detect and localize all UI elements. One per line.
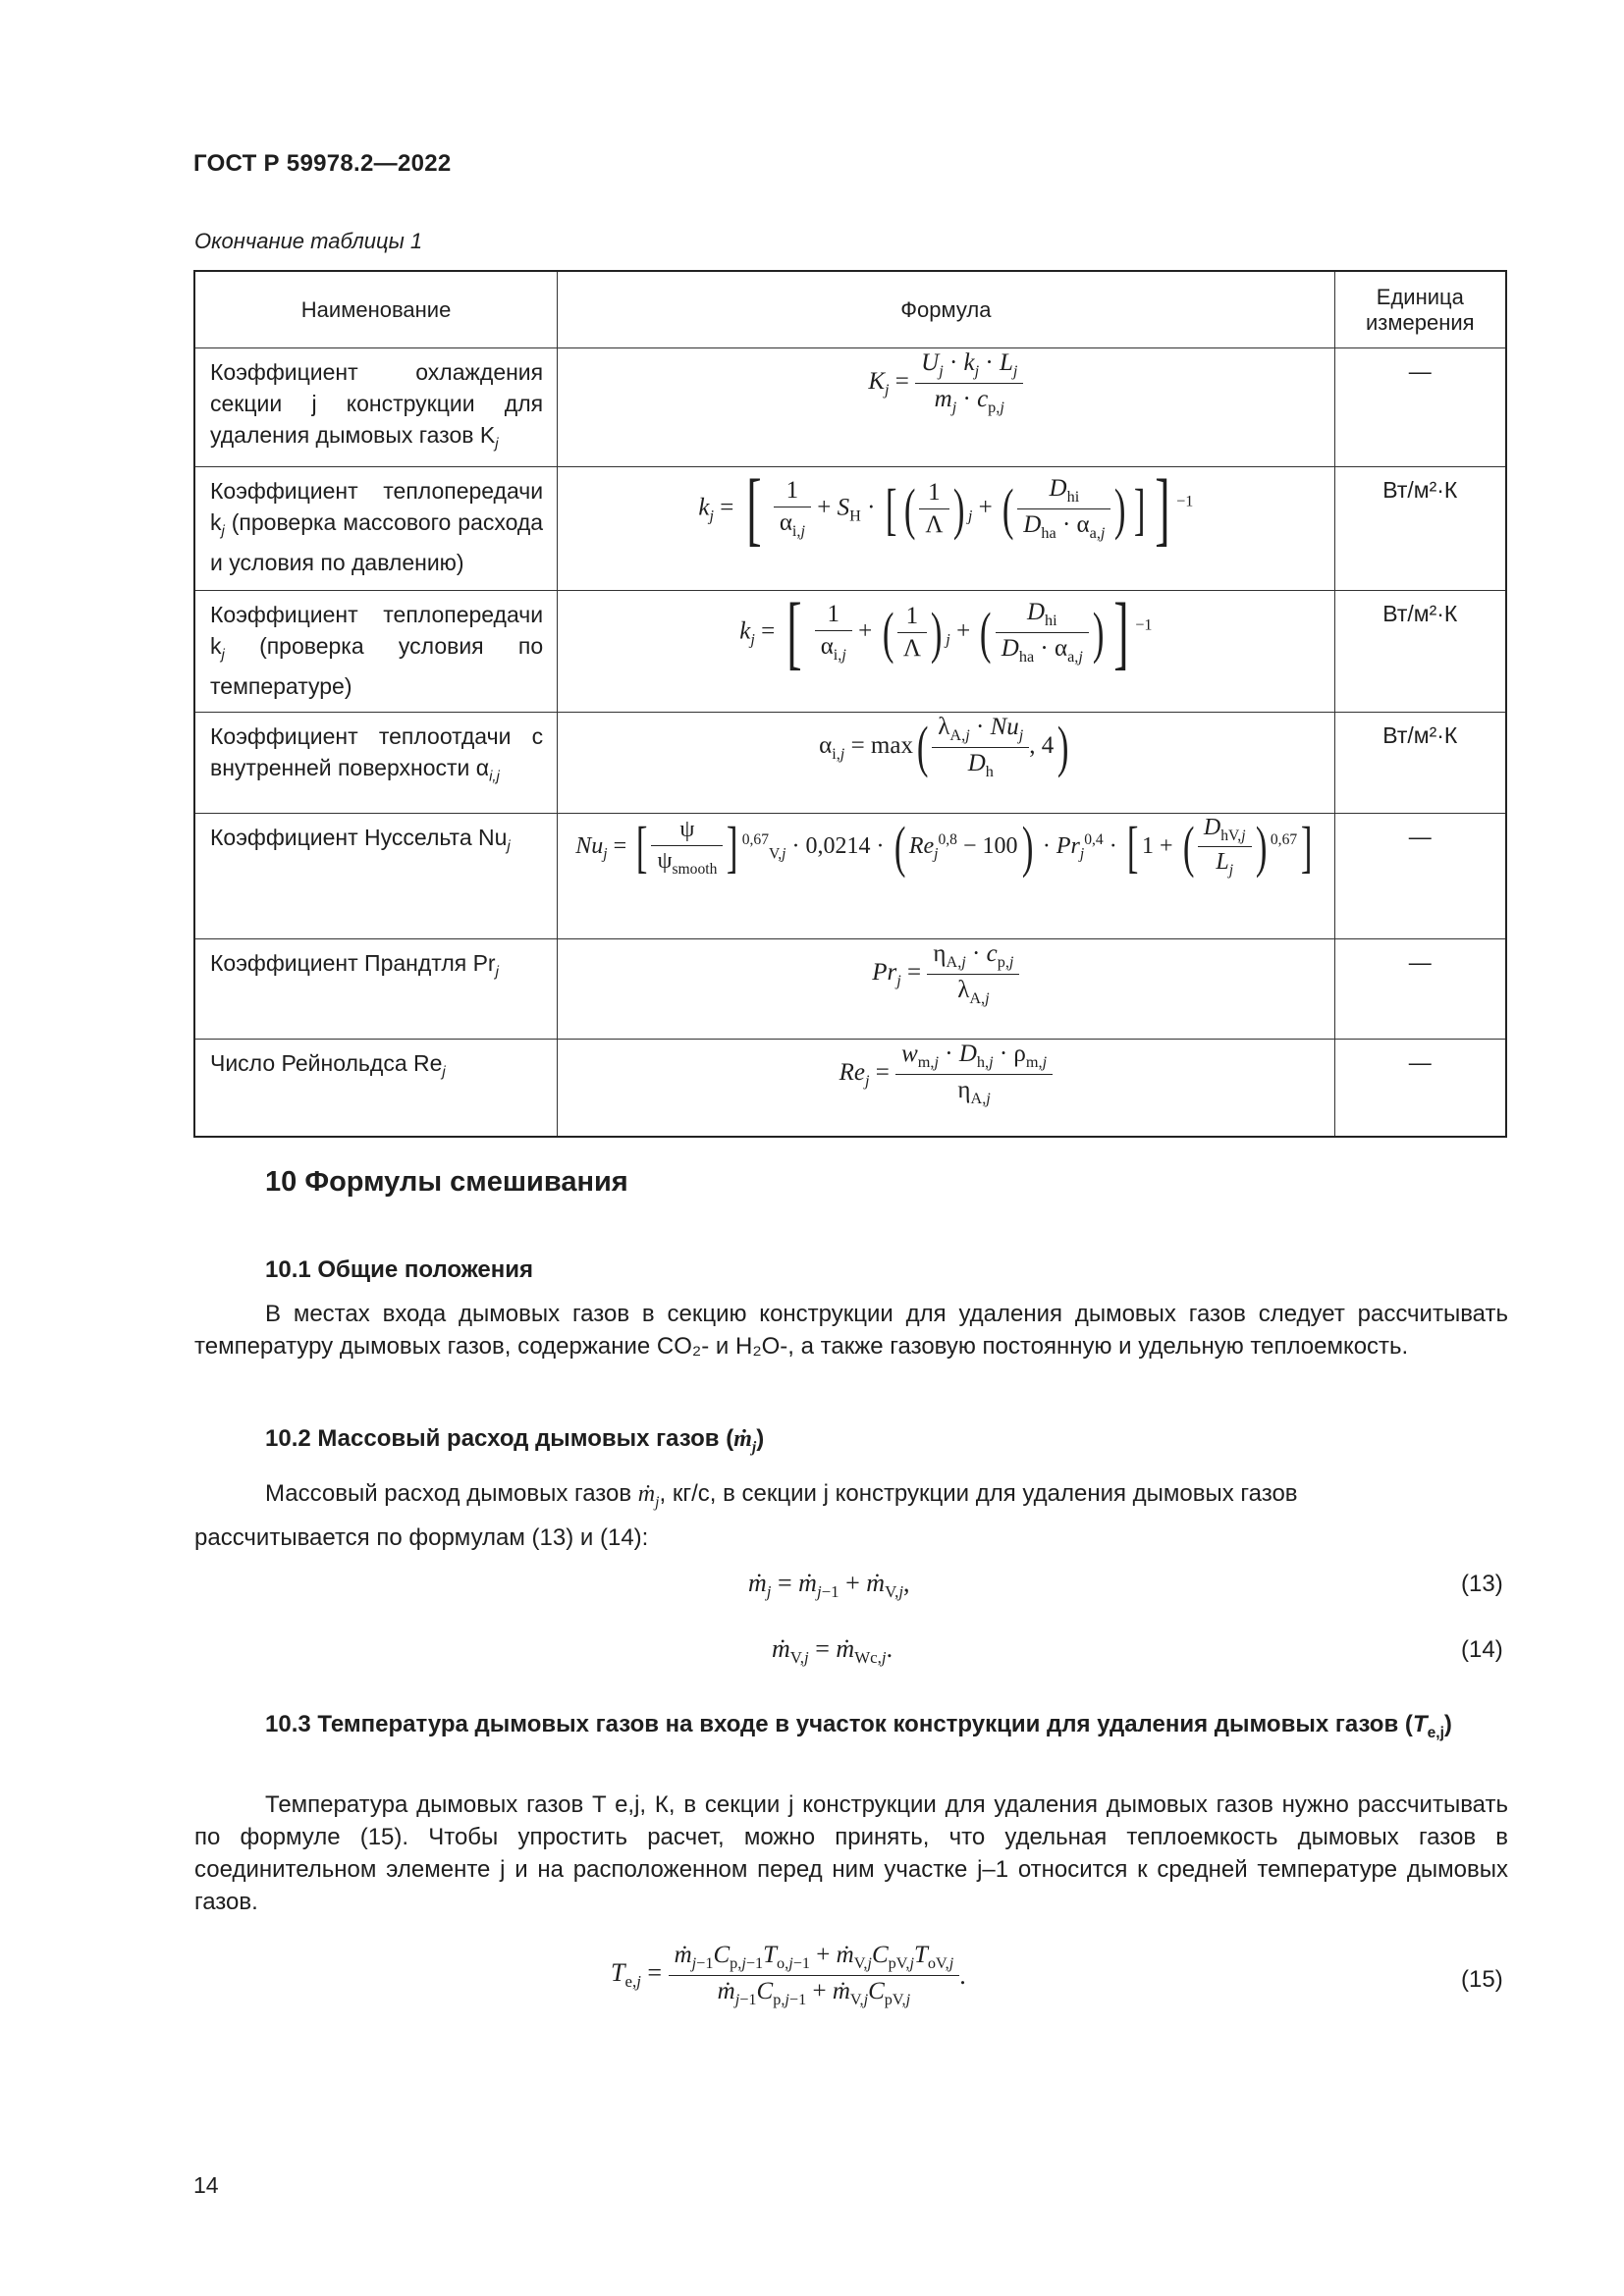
row-name: Коэффициент теплопередачи $k_j$ (проверка массового расхода и условия по давлению) bbox=[194, 466, 558, 590]
row-name: Коэффициент Прандтля $Pr_j$ bbox=[194, 938, 558, 1039]
document-code: ГОСТ Р 59978.2—2022 bbox=[193, 150, 452, 177]
table-row bbox=[194, 1039, 1506, 1137]
formula-cooling-coefficient: $K_j$ = $\frac{U_j \cdot k_j \cdot L_j}{m_j \cdot c_{p,j}}$ bbox=[558, 348, 1335, 467]
formula-reynolds: $Re_j$ = $\frac{w_{m,j} \cdot D_{h,j} \cdot \rho_{m,j}}{\eta_{A,j}}$ bbox=[558, 1039, 1335, 1137]
row-unit: — bbox=[1334, 1039, 1506, 1137]
row-unit: — bbox=[1334, 813, 1506, 938]
section-title: 10 Формулы смешивания bbox=[265, 1166, 628, 1198]
table-row bbox=[194, 938, 1506, 1039]
equation-14: ṁ$_{V,j}$ = ṁ$_{Wc,j}$. bbox=[772, 1634, 893, 1668]
formula-heat-transfer-mass: $k_j$ = [ $\frac{1}{\alpha_{i,j}}$ + $S_H$ · [ ( $\frac{1}{\Lambda}$ ) $_j$ + ( $D_{hi}$ $D_{ha} \cdot \alpha_{a,j}$ ) ] ] $^{-1}$ bbox=[558, 466, 1335, 590]
table-row bbox=[194, 466, 1506, 590]
row-unit: Вт/м²·К bbox=[1334, 712, 1506, 813]
equation-number-14: (14) bbox=[1461, 1636, 1503, 1663]
formula-table bbox=[193, 270, 1507, 1138]
equation-number-13: (13) bbox=[1461, 1571, 1503, 1597]
row-name: Число Рейнольдса $Re_j$ bbox=[194, 1039, 558, 1137]
formula-heat-emission: $\alpha_{i,j} = \max$( $\lambda_{A,j} \cdot Nu_j$ $D_h$ , 4) bbox=[558, 712, 1335, 813]
subsection-title-10-2: 10.2 Массовый расход дымовых газов (ṁ$_j$) bbox=[265, 1425, 765, 1456]
table-caption: Окончание таблицы 1 bbox=[194, 229, 423, 253]
col-header-unit: Единица измерения bbox=[1334, 271, 1506, 348]
table-header-row bbox=[194, 271, 1506, 348]
row-unit: — bbox=[1334, 348, 1506, 467]
paragraph-10-1: В местах входа дымовых газов в секцию конструкции для удаления дымовых газов следует рассчитывать температуру дымовых газов, содержание CO₂- и H₂O-, а также газовую постоянную и удельную теплоемкость. bbox=[194, 1301, 1508, 1360]
equation-13: ṁ$_j$ = ṁ$_{j-1}$ + ṁ$_{V,j}$, bbox=[748, 1569, 910, 1602]
table-row bbox=[194, 712, 1506, 813]
table-row bbox=[194, 813, 1506, 938]
row-name: Коэффициент теплоотдачи с внутренней поверхности $\alpha_{i,j}$ bbox=[194, 712, 558, 813]
equation-number-15: (15) bbox=[1461, 1966, 1503, 1993]
subsection-title-10-1: 10.1 Общие положения bbox=[265, 1256, 534, 1283]
row-unit: Вт/м²·К bbox=[1334, 590, 1506, 712]
formula-prandtl: $Pr_j$ = $\frac{\eta_{A,j} \cdot c_{p,j}}{\lambda_{A,j}}$ bbox=[558, 938, 1335, 1039]
table-row bbox=[194, 590, 1506, 712]
row-unit: Вт/м²·К bbox=[1334, 466, 1506, 590]
paragraph-10-2: Массовый расход дымовых газов ṁ$_j$, кг/с, в секции j конструкции для удаления дымовых газов bbox=[265, 1480, 1298, 1511]
paragraph-10-3: Температура дымовых газов T e,j, К, в секции j конструкции для удаления дымовых газов нужно рассчитывать по формуле (15). Чтобы упростить расчет, можно принять, что удельная теплоемкость дымовых газов в соединительном элементе j и на расположенном перед ним участке j–1 относится к средней температуре дымовых газов. bbox=[194, 1791, 1508, 1915]
row-name: Коэффициент Нуссельта $Nu_j$ bbox=[194, 813, 558, 938]
table-row bbox=[194, 348, 1506, 467]
formula-heat-transfer-temperature: $k_j$ = [ $\frac{1}{\alpha_{i,j}}$ + ( $\frac{1}{\Lambda}$ ) $_j$ + ( $D_{hi}$ $D_{ha} \cdot \alpha_{a,j}$ ) ] $^{-1}$ bbox=[558, 590, 1335, 712]
paragraph-10-2-cont: рассчитывается по формулам (13) и (14): bbox=[194, 1524, 649, 1551]
formula-nusselt: $Nu_j$ = [ ψ $\psi_{smooth}$ ] $^{0,67}_{V,j}$ · 0,0214 · ( $Re_j^{0,8} - 100) \cdot Pr_j^{0,4}$ · [ 1 + ( $D_{hV,j}$ $L_j$ ) $^{0,67}$] bbox=[558, 813, 1335, 938]
row-name: Коэффициент теплопередачи $k_j$ (проверка условия по температуре) bbox=[194, 590, 558, 712]
row-name: Коэффициент охлаждения секции j конструкции для удаления дымовых газов $K_j$ bbox=[194, 348, 558, 467]
page-number: 14 bbox=[193, 2172, 219, 2198]
col-header-name: Наименование bbox=[194, 271, 558, 348]
equation-15: $T_{e,j}$ = $ṁ_{j-1}C_{p,j-1}T_{o,j-1}$ + $ṁ_{V,j}C_{pV,j}T_{oV,j}$ $ṁ_{j-1}C_{p,j-1}$ + $ṁ_{V,j}C_{pV,j}$ . bbox=[611, 1942, 966, 2008]
col-header-formula: Формула bbox=[558, 271, 1335, 348]
row-unit: — bbox=[1334, 938, 1506, 1039]
subsection-title-10-3: 10.3 Температура дымовых газов на входе в участок конструкции для удаления дымовых газов $(T_{e,j})$ bbox=[265, 1711, 1452, 1741]
